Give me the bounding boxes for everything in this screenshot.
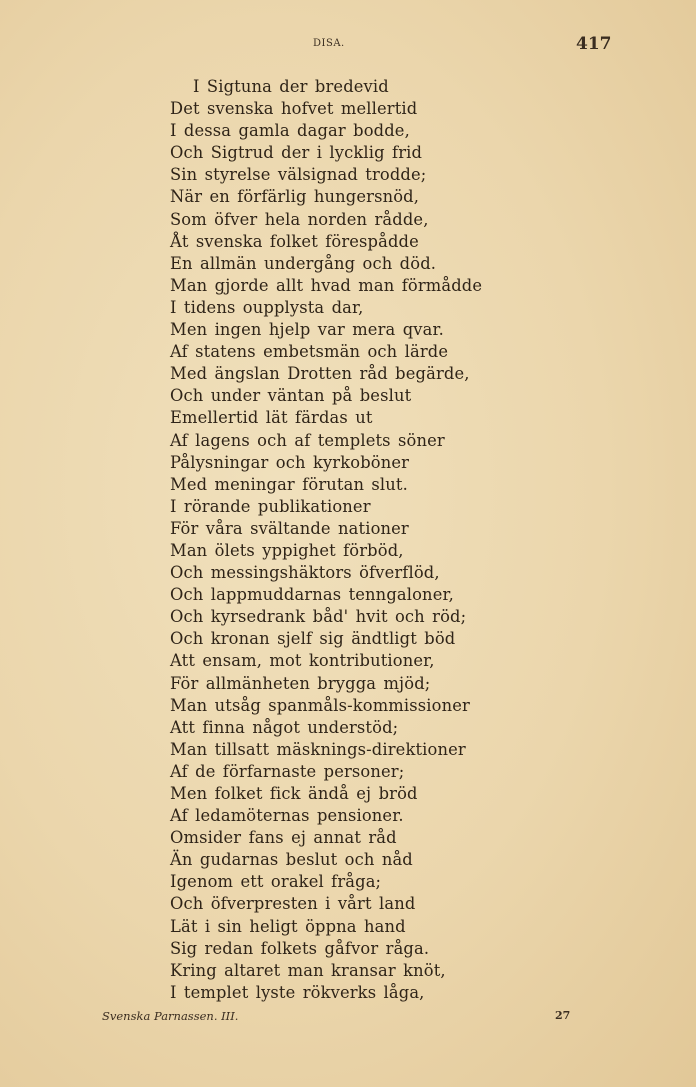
poem-text (170, 76, 482, 1004)
poem-line: Än gudarnas beslut och nåd (170, 850, 413, 870)
poem-line: I Sigtuna der bredevid (193, 77, 389, 96)
poem-line: När en förfärlig hungersnöd, (170, 187, 420, 207)
poem-line: I templet lyste rökverks låga, (170, 982, 425, 1002)
poem-line: Pålysningar och kyrkoböner (170, 452, 410, 472)
footer-signature: Svenska Parnassen. III. (102, 1009, 239, 1023)
poem-line: I tidens oupplysta dar, (170, 297, 364, 317)
poem-line: Med ängslan Drotten råd begärde, (170, 364, 470, 384)
poem-line: Lät i sin heligt öppna hand (170, 916, 406, 936)
poem-line: Men ingen hjelp var mera qvar. (170, 320, 444, 340)
page-number: 417 (576, 34, 612, 54)
poem-line: Af statens embetsmän och lärde (170, 342, 449, 362)
poem-line: Som öfver hela norden rådde, (170, 209, 429, 229)
poem-line: Att ensam, mot kontributioner, (170, 651, 435, 671)
poem-line: Men folket fick ändå ej bröd (170, 784, 418, 803)
poem-line: Omsider fans ej annat råd (170, 828, 397, 848)
poem-line: För våra svältande nationer (170, 518, 409, 538)
poem-line: Och lappmuddarnas tenngaloner, (170, 585, 454, 605)
poem-line: Sig redan folkets gåfvor råga. (170, 938, 430, 958)
poem-line: Af de förfarnaste personer; (170, 761, 405, 781)
poem-line: Och under väntan på beslut (170, 386, 412, 406)
poem-line: Och kronan sjelf sig ändtligt böd (170, 629, 456, 649)
poem-line: Och messingshäktors öfverflöd, (170, 563, 440, 583)
poem-line: Man tillsatt mäsknings-direktioner (170, 739, 466, 759)
poem-line: Med meningar förutan slut. (170, 474, 408, 494)
poem-line: Man gjorde allt hvad man förmådde (170, 275, 483, 295)
poem-line: I dessa gamla dagar bodde, (170, 121, 410, 141)
poem-line: Och öfverpresten i vårt land (170, 894, 416, 914)
poem-line: En allmän undergång och död. (170, 253, 437, 273)
poem-line: Och kyrsedrank båd' hvit och röd; (170, 607, 467, 627)
running-head (0, 36, 696, 56)
poem-line: För allmänheten brygga mjöd; (170, 673, 431, 693)
poem-line: Sin styrelse välsignad trodde; (170, 165, 427, 185)
poem-line: Och Sigtrud der i lycklig frid (170, 143, 423, 163)
poem-line: Af lagens och af templets söner (170, 430, 445, 450)
poem-line: Åt svenska folket förespådde (170, 231, 419, 251)
poem-line: Af ledamöternas pensioner. (170, 806, 404, 826)
poem-line: Att finna något understöd; (170, 717, 399, 737)
poem-line: Emellertid lät färdas ut (170, 408, 373, 428)
poem-line: Kring altaret man kransar knöt, (170, 960, 446, 980)
poem-line: I rörande publikationer (170, 496, 371, 516)
poem-line: Igenom ett orakel fråga; (170, 872, 382, 892)
page-footer (0, 1009, 696, 1029)
footer-signature-mark: 27 (555, 1009, 571, 1022)
poem-line: Det svenska hofvet mellertid (170, 99, 418, 119)
running-head-title: DISA. (313, 38, 345, 49)
poem-line: Man utsåg spanmåls-kommissioner (170, 695, 470, 715)
poem-line: Man ölets yppighet förböd, (170, 540, 404, 560)
